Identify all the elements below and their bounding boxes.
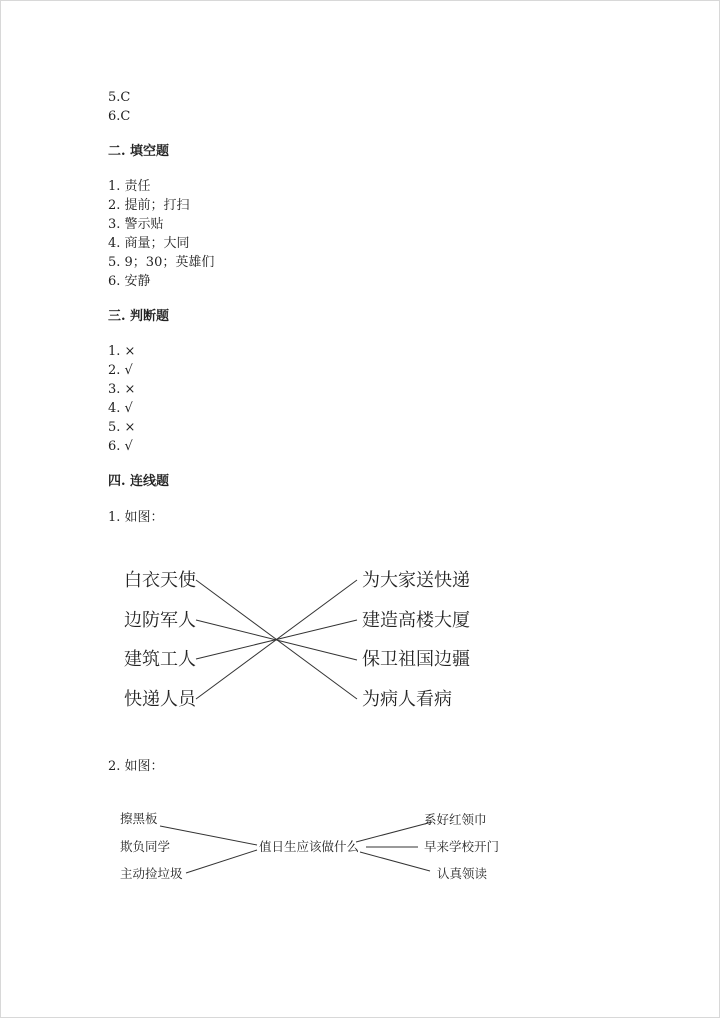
answer-line: 3. × bbox=[108, 382, 136, 397]
section-heading-fill-blank: 二. 填空题 bbox=[108, 144, 170, 159]
left-item: 快递人员 bbox=[124, 689, 196, 710]
right-item: 为病人看病 bbox=[362, 689, 452, 710]
answer-line: 6. 安静 bbox=[108, 274, 151, 289]
center-prompt: 值日生应该做什么 bbox=[259, 839, 360, 854]
right-item: 系好红领巾 bbox=[424, 812, 487, 827]
right-item: 为大家送快递 bbox=[362, 570, 470, 591]
match-line bbox=[360, 852, 430, 871]
answer-line: 5. 9；30；英雄们 bbox=[108, 255, 215, 270]
answer-line: 2. 提前；打扫 bbox=[108, 198, 190, 213]
answer-line: 5. × bbox=[108, 420, 136, 435]
section-heading-true-false: 三. 判断题 bbox=[108, 309, 170, 324]
match-line bbox=[160, 826, 257, 845]
answer-line: 5.C bbox=[108, 90, 131, 105]
left-item: 欺负同学 bbox=[120, 839, 171, 854]
left-item: 边防军人 bbox=[124, 610, 196, 631]
answer-line: 4. √ bbox=[108, 401, 133, 416]
answer-line: 6.C bbox=[108, 109, 131, 124]
right-item: 早来学校开门 bbox=[424, 839, 500, 854]
section-heading-matching: 四. 连线题 bbox=[108, 474, 170, 489]
answer-line: 1. 责任 bbox=[108, 179, 151, 194]
answer-line: 4. 商量；大同 bbox=[108, 236, 190, 251]
question-label: 1. 如图： bbox=[108, 510, 164, 525]
right-item: 建造高楼大厦 bbox=[362, 610, 470, 631]
answer-line: 2. √ bbox=[108, 363, 133, 378]
match-line bbox=[356, 822, 432, 842]
right-item: 认真领读 bbox=[437, 866, 488, 881]
question-label: 2. 如图： bbox=[108, 759, 164, 774]
match-line bbox=[186, 850, 257, 873]
answer-line: 6. √ bbox=[108, 439, 133, 454]
answer-line: 3. 警示贴 bbox=[108, 217, 164, 232]
left-item: 建筑工人 bbox=[124, 649, 196, 670]
answer-line: 1. × bbox=[108, 344, 136, 359]
right-item: 保卫祖国边疆 bbox=[362, 649, 470, 670]
left-item: 主动捡垃圾 bbox=[120, 866, 183, 881]
left-item: 白衣天使 bbox=[124, 570, 196, 591]
left-item: 擦黑板 bbox=[120, 811, 158, 826]
